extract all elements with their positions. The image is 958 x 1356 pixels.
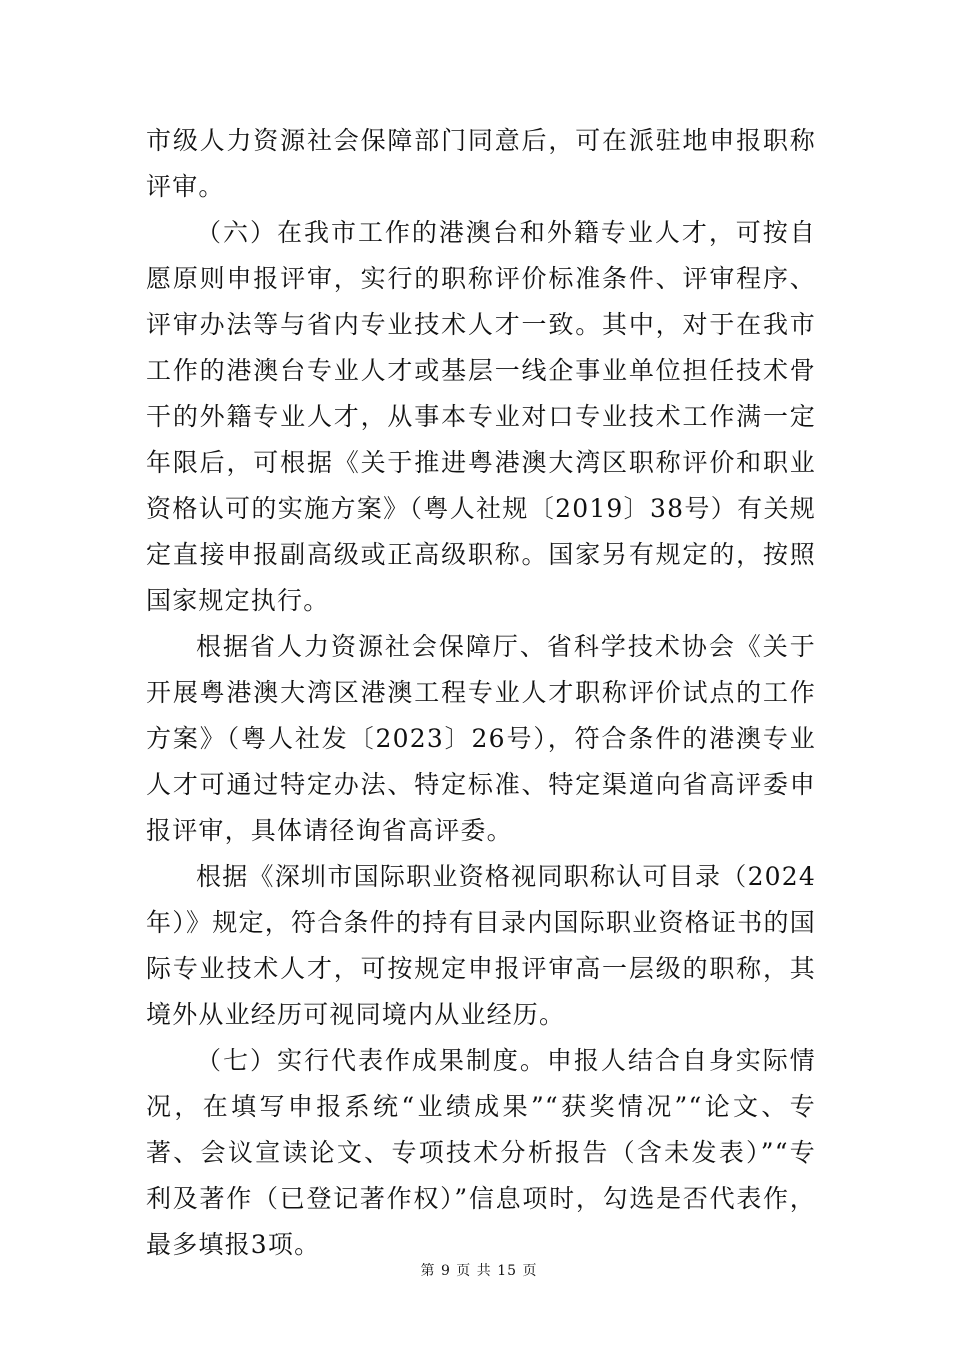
paragraph-continuation: 市级人力资源社会保障部门同意后，可在派驻地申报职称评审。 xyxy=(146,126,816,201)
paragraph-item-seven: （七）实行代表作成果制度。申报人结合自身实际情况，在填写申报系统“业绩成果”“获奖情况”“论文、专著、会议宣读论文、专项技术分析报告（含未发表）”“专利及著作（已登记著作权）”信息项时，勾选是否代表作，最多填报3项。 xyxy=(146,1046,816,1259)
page-number-footer: 第 9 页 共 15 页 xyxy=(420,1263,538,1279)
paragraph-item-six: （六）在我市工作的港澳台和外籍专业人才，可按自愿原则申报评审，实行的职称评价标准条件、评审程序、评审办法等与省内专业技术人才一致。其中，对于在我市工作的港澳台专业人才或基层一线企事业单位担任技术骨干的外籍专业人才，从事本专业对口专业技术工作满一定年限后，可根据《关于推进粤港澳大湾区职称评价和职业资格认可的实施方案》（粤人社规〔2019〕38号）有关规定直接申报副高级或正高级职称。国家另有规定的，按照国家规定执行。 xyxy=(146,218,816,615)
paragraph-international-qualification: 根据《深圳市国际职业资格视同职称认可目录（2024年）》规定，符合条件的持有目录内国际职业资格证书的国际专业技术人才，可按规定申报评审高一层级的职称，其境外从业经历可视同境内从业经历。 xyxy=(146,862,816,1029)
document-body xyxy=(146,118,816,1268)
paragraph-gba-pilot: 根据省人力资源社会保障厅、省科学技术协会《关于开展粤港澳大湾区港澳工程专业人才职称评价试点的工作方案》（粤人社发〔2023〕26号），符合条件的港澳专业人才可通过特定办法、特定标准、特定渠道向省高评委申报评审，具体请径询省高评委。 xyxy=(146,632,816,845)
